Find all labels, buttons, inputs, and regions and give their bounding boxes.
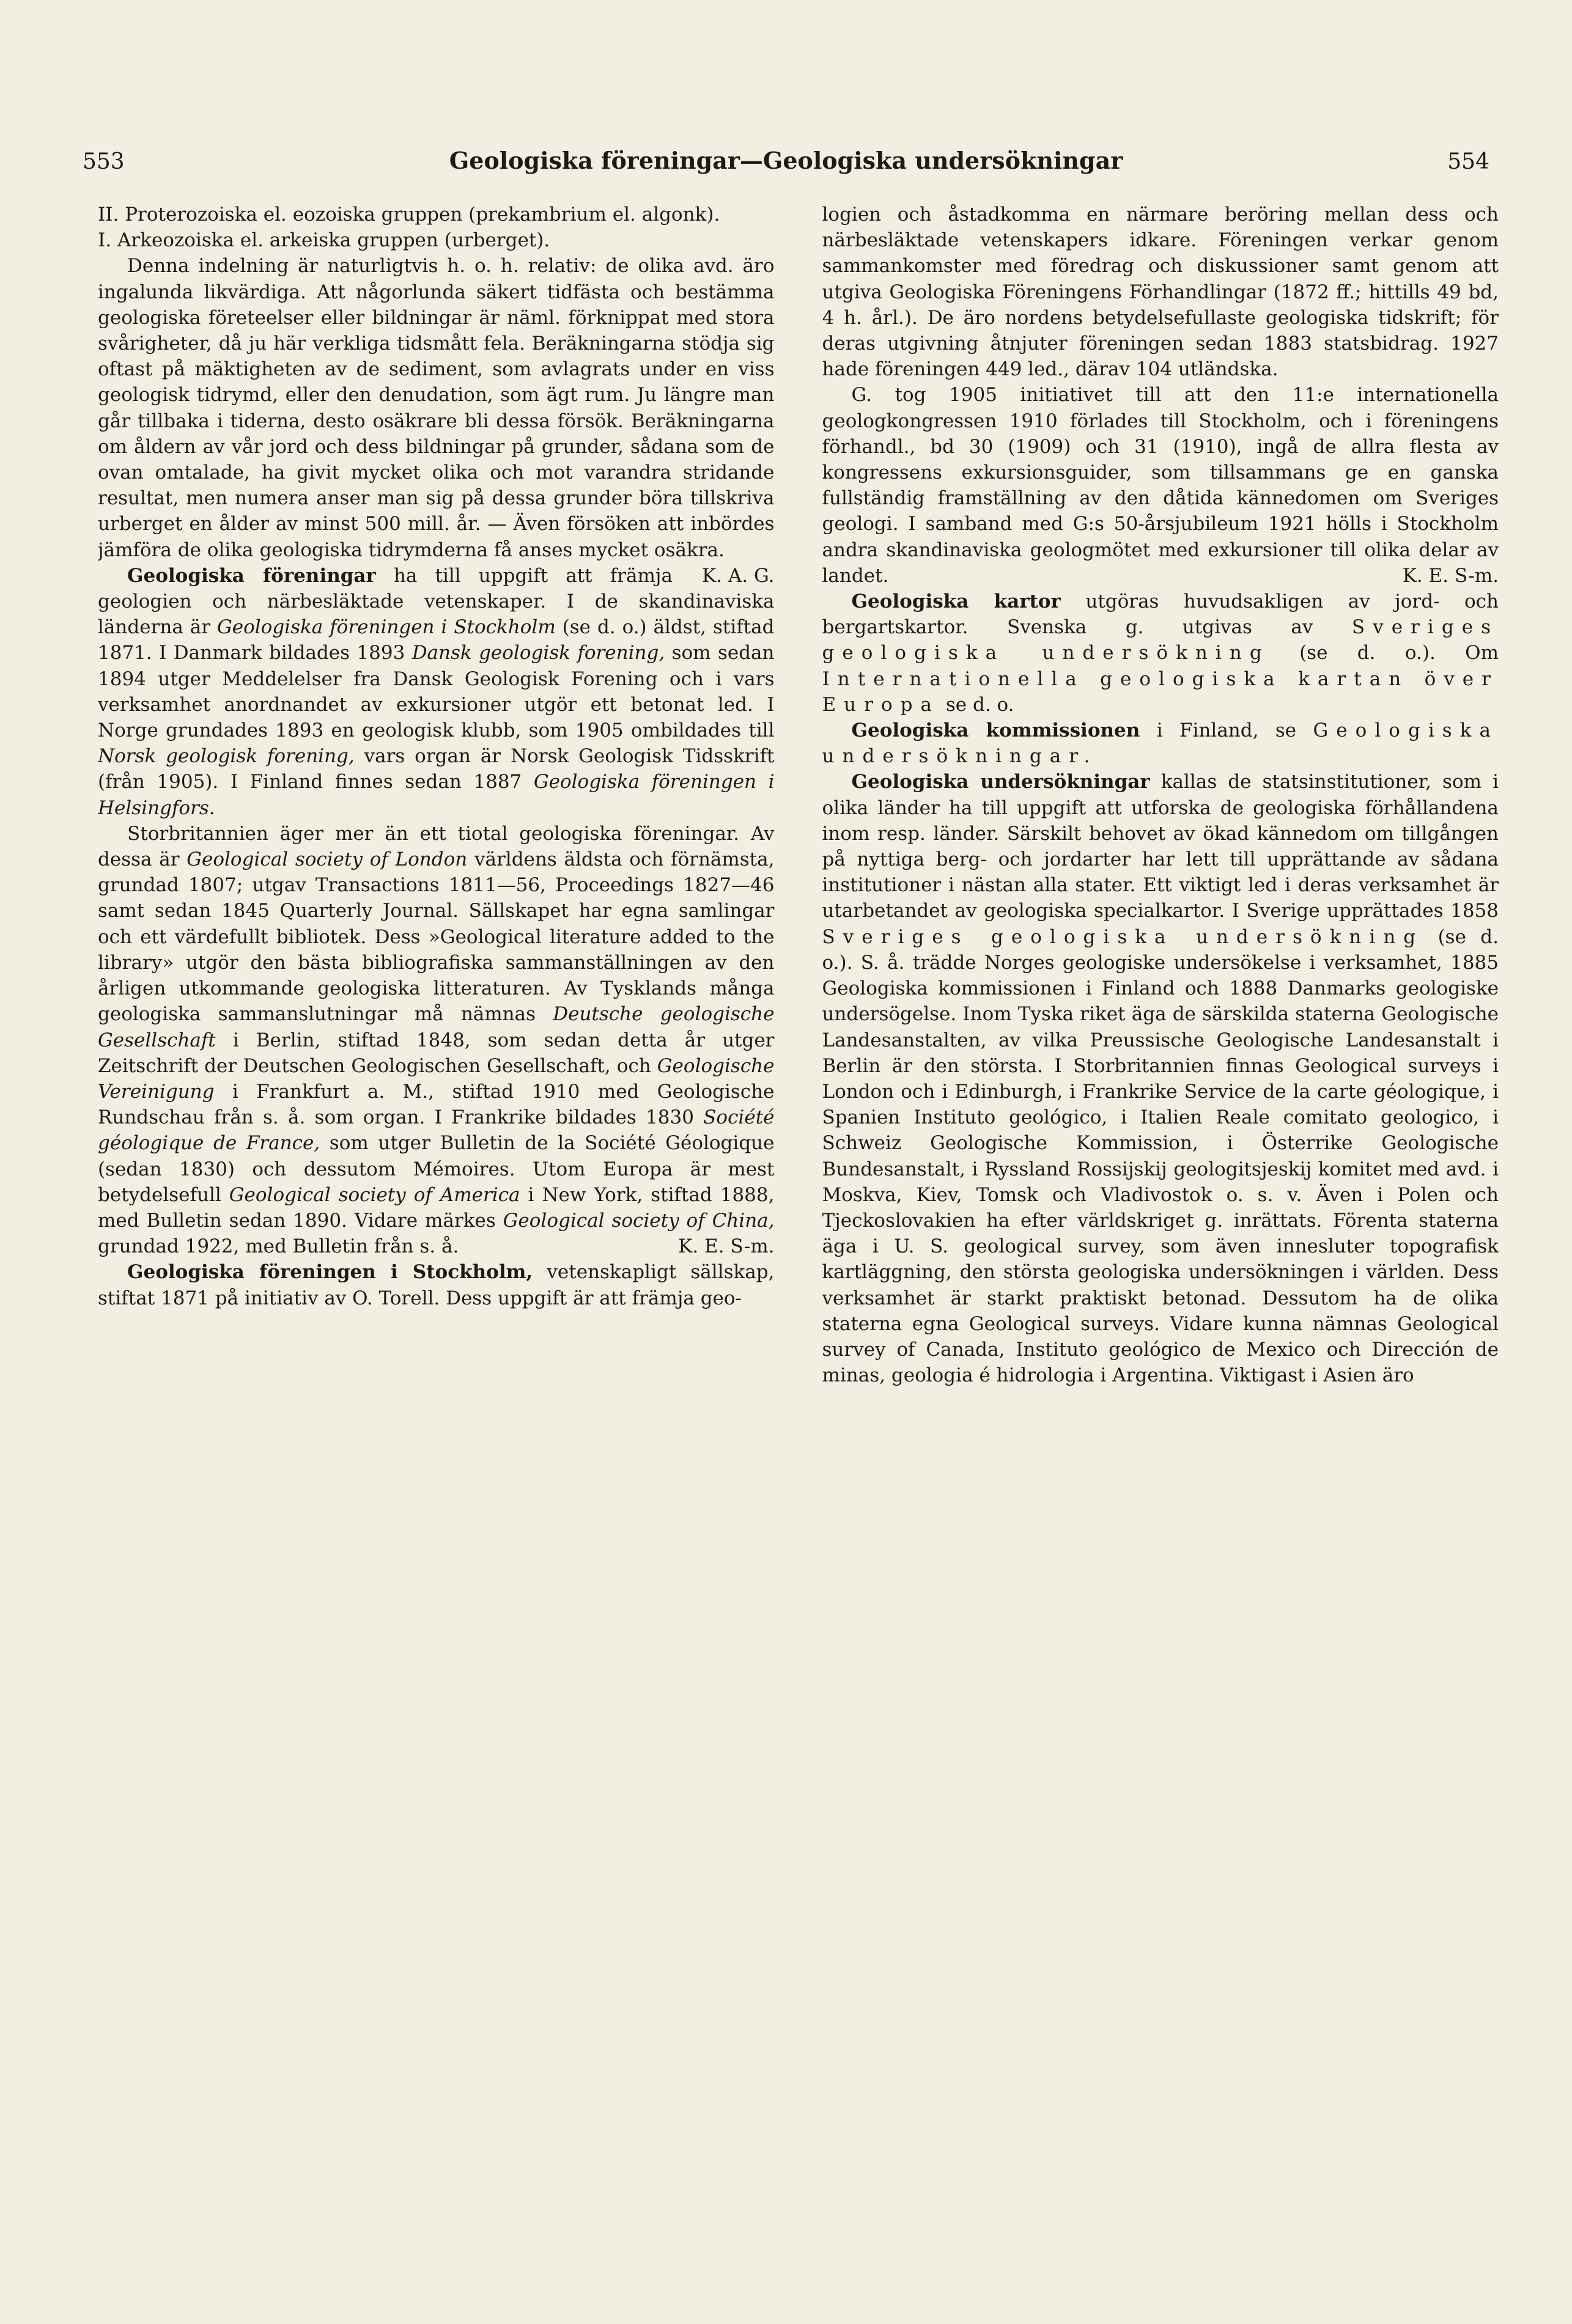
entry-headword: Geologiska föreningen i Stockholm,	[127, 1261, 533, 1284]
entry-geologiska-kommissionen: Geologiska kommissionen i Finland, se Geologiska undersökningar.	[822, 719, 1499, 768]
entry-headword: Geologiska föreningar	[127, 564, 376, 587]
entry-headword: Geologiska kommissionen	[851, 719, 1140, 742]
left-column	[98, 202, 775, 2287]
running-title: Geologiska föreningar—Geologiska undersökningar	[449, 147, 1123, 174]
paragraph: Storbritannien äger mer än ett tiotal geologiska föreningar. Av dessa är Geological society of London världens äldsta och förnämsta, grundad 1807; utgav Transactions 1811—56, Proceedings 1827—46 samt sedan 1845 Quarterly Journal. Sällskapet har egna samlingar och ett värdefullt bibliotek. Dess »Geological literature added to the library» utgör den bästa bibliografiska sammanställningen av den årligen utkommande geologiska litteraturen. Av Tysklands många geologiska sammanslutningar må nämnas Deutsche geologische Gesellschaft i Berlin, stiftad 1848, som sedan detta år utger Zeitschrift der Deutschen Geologischen Gesellschaft, och Geologische Vereinigung i Frankfurt a. M., stiftad 1910 med Geologische Rundschau från s. å. som organ. I Frankrike bildades 1830 Société géologique de France, som utger Bulletin de la Société Géologique (sedan 1830) och dessutom Mémoires. Utom Europa är mest betydelsefull Geological society of America i New York, stiftad 1888, med Bulletin sedan 1890. Vidare märkes Geological society of China, grundad 1922, med Bulletin från s. å. K. E. S-m.	[98, 821, 775, 1259]
paragraph: Denna indelning är naturligtvis h. o. h. relativ: de olika avd. äro ingalunda likvärdiga. Att någorlunda säkert tidfästa och bestämma geologiska företeelser eller bildningar är näml. förknippat med stora svårigheter, då ju här verkliga tidsmått fela. Beräkningarna stödja sig oftast på mäktigheten av de sediment, som avlagrats under en viss geologisk tidrymd, eller den denudation, som ägt rum. Ju längre man går tillbaka i tiderna, desto osäkrare bli dessa försök. Beräkningarna om åldern av vår jord och dess bildningar på grunder, sådana som de ovan omtalade, ha givit mycket olika och mot varandra stridande resultat, men numera anser man sig på dessa grunder böra tillskriva urberget en ålder av minst 500 mill. år. — Även försöken att inbördes jämföra de olika geologiska tidrymderna få anses mycket osäkra. K. A. G.	[98, 253, 775, 562]
paragraph: G. tog 1905 initiativet till att den 11:e internationella geologkongressen 1910 förlades till Stockholm, och i föreningens förhandl., bd 30 (1909) och 31 (1910), ingå de allra flesta av kongressens exkursionsguider, som tillsammans ge en ganska fullständig framställning av den dåtida kännedomen om Sveriges geologi. I samband med G:s 50-årsjubileum 1921 hölls i Stockholm andra skandinaviska geologmötet med exkursioner till olika delar av landet. K. E. S-m.	[822, 382, 1499, 589]
entry-geologiska-undersokningar: Geologiska undersökningar kallas de statsinstitutioner, som i olika länder ha till uppgift att utforska de geologiska förhållandena inom resp. länder. Särskilt behovet av ökad kännedom om tillgången på nyttiga berg- och jordarter har lett till upprättande av sådana institutioner i nästan alla stater. Ett viktigt led i deras verksamhet är utarbetandet av geologiska specialkartor. I Sverige upprättades 1858 Sveriges geologiska undersökning (se d. o.). S. å. trädde Norges geologiske undersökelse i verksamhet, 1885 Geologiska kommissionen i Finland och 1888 Danmarks geologiske undersögelse. Inom Tyska riket äga de särskilda staterna Geologische Landesanstalten, av vilka Preussische Geologische Landesanstalt i Berlin är den största. I Storbritannien finnas Geological surveys i London och i Edinburgh, i Frankrike Service de la carte géologique, i Spanien Instituto geológico, i Italien Reale comitato geologico, i Schweiz Geologische Kommission, i Österrike Geologische Bundesanstalt, i Ryssland Rossijskij geologitsjeskij komitet med avd. i Moskva, Kiev, Tomsk och Vladivostok o. s. v. Även i Polen och Tjeckoslovakien ha efter världskriget g. inrättats. Förenta staterna äga i U. S. geological survey, som även innesluter topografisk kartläggning, den största geologiska undersökningen i världen. Dess verksamhet är starkt praktiskt betonad. Dessutom ha de olika staterna egna Geological surveys. Vidare kunna nämnas Geological survey of Canada, Instituto geológico de Mexico och Dirección de minas, geologia é hidrologia i Argentina. Viktigast i Asien äro	[822, 771, 1499, 1387]
author-signature: K. E. S-m.	[1402, 564, 1499, 587]
entry-geologiska-foreningar: Geologiska föreningar ha till uppgift att främja geologien och närbesläktade vetenskaper. I de skandinaviska länderna är Geologiska föreningen i Stockholm (se d. o.) äldst, stiftad 1871. I Danmark bildades 1893 Dansk geologisk forening, som sedan 1894 utger Meddelelser fra Dansk Geologisk Forening och i vars verksamhet anordnandet av exkursioner utgör ett betonat led. I Norge grundades 1893 en geologisk klubb, som 1905 ombildades till Norsk geologisk forening, vars organ är Norsk Geologisk Tidsskrift (från 1905). I Finland finnes sedan 1887 Geologiska föreningen i Helsingfors.	[98, 564, 775, 819]
author-signature: K. A. G.	[702, 564, 775, 587]
author-signature: K. E. S-m.	[678, 1235, 775, 1258]
page-number-left: 553	[83, 149, 125, 174]
era-item-proterozoic: II. Proterozoiska el. eozoiska gruppen (prekambrium el. algonk).	[98, 204, 720, 226]
entry-headword: Geologiska kartor	[851, 590, 1061, 613]
running-header	[83, 147, 1489, 174]
era-item-archean: I. Arkeozoiska el. arkeiska gruppen (urberget).	[98, 229, 550, 252]
page-number-right: 554	[1447, 149, 1489, 174]
entry-headword: Geologiska undersökningar	[851, 771, 1150, 793]
entry-geologiska-kartor: Geologiska kartor utgöras huvudsakligen av jord- och bergartskartor. Svenska g. utgivas av Sveriges geologiska undersökning (se d. o.). Om Internationella geologiska kartan över Europa se d. o.	[822, 590, 1499, 716]
two-column-body	[98, 202, 1499, 2287]
entry-foreningen-i-stockholm: Geologiska föreningen i Stockholm, vetenskapligt sällskap, stiftat 1871 på initiativ av O. Torell. Dess uppgift är att främja geo-	[98, 1261, 775, 1309]
paragraph: logien och åstadkomma en närmare beröring mellan dess och närbesläktade vetenskapers idkare. Föreningen verkar genom sammankomster med föredrag och diskussioner samt genom att utgiva Geologiska Föreningens Förhandlingar (1872 ff.; hittills 49 bd, 4 h. årl.). De äro nordens betydelsefullaste geologiska tidskrift; för deras utgivning åtnjuter föreningen sedan 1883 statsbidrag. 1927 hade föreningen 449 led., därav 104 utländska.	[822, 204, 1499, 381]
right-column	[822, 202, 1499, 2287]
